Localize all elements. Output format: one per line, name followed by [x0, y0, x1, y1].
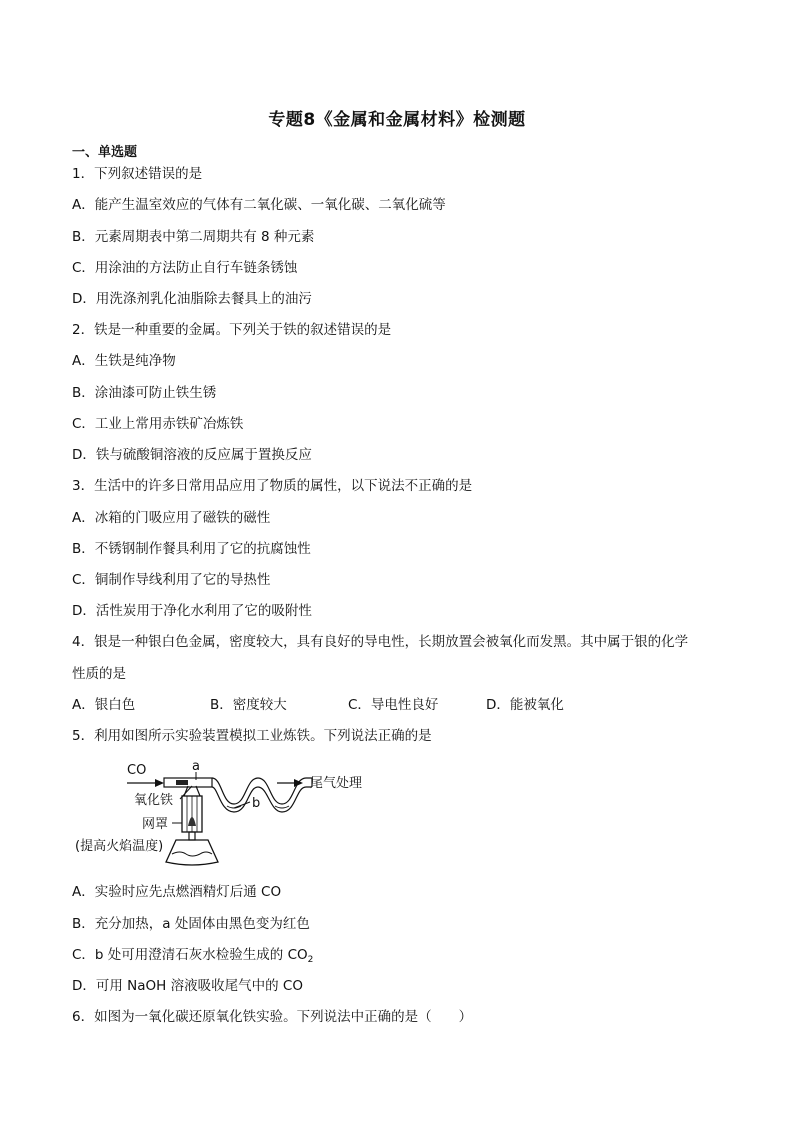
- experiment-apparatus-figure: [72, 756, 402, 876]
- question-1-option-c: C．用涂油的方法防止自行车链条锈蚀: [72, 260, 298, 276]
- question-3-option-a: A．冰箱的门吸应用了磁铁的磁性: [72, 510, 271, 526]
- question-5-option-d: D．可用 NaOH 溶液吸收尾气中的 CO: [72, 978, 303, 994]
- question-4-option-c: C．导电性良好: [348, 697, 439, 713]
- question-1-stem: 1．下列叙述错误的是: [72, 166, 203, 182]
- flame-core: [188, 817, 196, 826]
- co-arrow-head: [155, 779, 164, 787]
- question-5-stem: 5．利用如图所示实验装置模拟工业炼铁。下列说法正确的是: [72, 728, 432, 744]
- question-5-option-a: A．实验时应先点燃酒精灯后通 CO: [72, 884, 282, 900]
- question-4-option-b: B．密度较大: [210, 697, 287, 713]
- co2-subscript: 2: [307, 955, 314, 965]
- exhaust-arrow-head: [294, 779, 303, 787]
- label-net: 网罩: [142, 817, 169, 832]
- label-co: CO: [127, 763, 147, 778]
- section-heading: 一、单选题: [72, 145, 138, 160]
- question-6-stem: 6．如图为一氧化碳还原氧化铁实验。下列说法中正确的是（ ）: [72, 1009, 473, 1025]
- question-2-option-d: D．铁与硫酸铜溶液的反应属于置换反应: [72, 447, 312, 463]
- question-1-option-a: A．能产生温室效应的气体有二氧化碳、一氧化碳、二氧化硫等: [72, 197, 446, 213]
- question-4-options: [72, 696, 564, 714]
- question-1-option-b: B．元素周期表中第二周期共有 8 种元素: [72, 229, 315, 245]
- label-net-note: (提高火焰温度): [75, 839, 164, 854]
- question-3-option-b: B．不锈钢制作餐具利用了它的抗腐蚀性: [72, 541, 311, 557]
- question-2-option-b: B．涂油漆可防止铁生锈: [72, 385, 217, 401]
- question-5-option-c: [72, 946, 313, 969]
- label-b-pointer: [234, 802, 250, 808]
- lamp-liquid: [172, 852, 212, 856]
- question-1-option-d: D．用洗涤剂乳化油脂除去餐具上的油污: [72, 291, 312, 307]
- question-2-option-a: A．生铁是纯净物: [72, 353, 176, 369]
- question-5-option-b: B．充分加热，a 处固体由黑色变为红色: [72, 916, 310, 932]
- question-4-stem-line2: 性质的是: [72, 666, 126, 682]
- lamp-wick: [189, 832, 195, 840]
- limewater-b: [275, 806, 289, 808]
- label-exhaust: 尾气处理: [310, 776, 363, 791]
- question-2-stem: 2．铁是一种重要的金属。下列关于铁的叙述错误的是: [72, 322, 392, 338]
- question-3-stem: 3．生活中的许多日常用品应用了物质的属性，以下说法不正确的是: [72, 478, 473, 494]
- label-a: a: [192, 759, 200, 774]
- label-iron-oxide: 氧化铁: [134, 793, 174, 808]
- question-4-option-a: A．银白色: [72, 697, 136, 713]
- question-2-option-c: C．工业上常用赤铁矿冶炼铁: [72, 416, 244, 432]
- question-4-option-d: D．能被氧化: [486, 697, 564, 713]
- question-3-option-c: C．铜制作导线利用了它的导热性: [72, 572, 271, 588]
- question-5-option-c-text: C．b 处可用澄清石灰水检验生成的 CO: [72, 947, 308, 963]
- question-4-stem-line1: 4．银是一种银白色金属，密度较大，具有良好的导电性，长期放置会被氧化而发黑。其中属于银的化学: [72, 634, 689, 650]
- iron-oxide-sample: [176, 780, 188, 785]
- label-b: b: [252, 796, 261, 811]
- page-title: 专题8《金属和金属材料》检测题: [268, 110, 526, 130]
- question-3-option-d: D．活性炭用于净化水利用了它的吸附性: [72, 603, 312, 619]
